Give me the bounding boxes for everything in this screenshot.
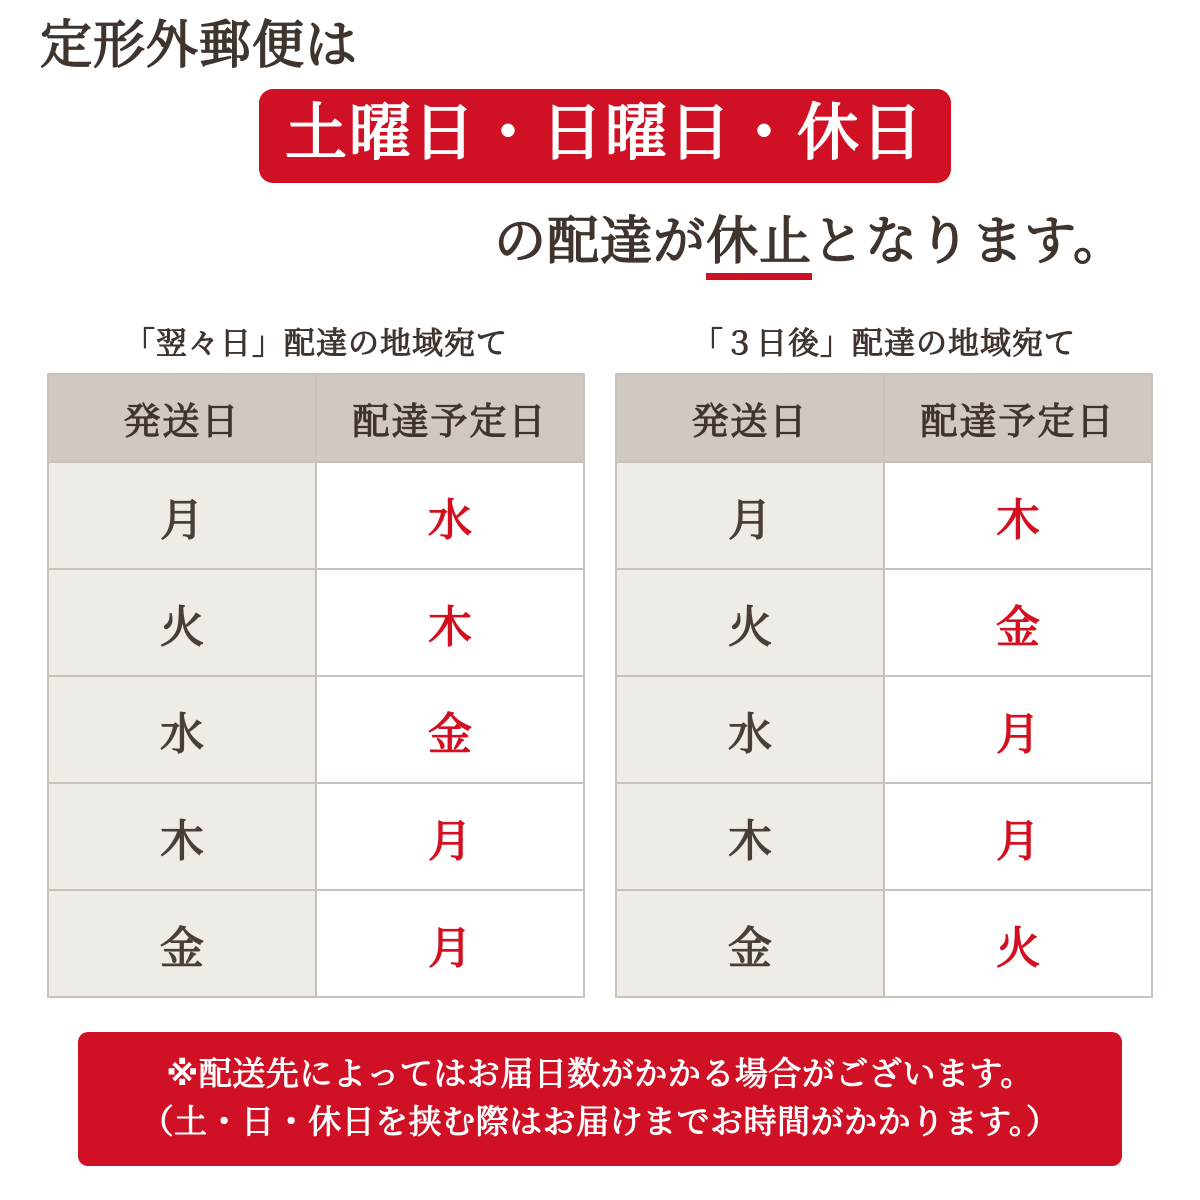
schedule-table-block-1	[47, 318, 585, 998]
cell-send-day: 火	[48, 569, 316, 676]
footer-note-line-2: （土・日・休日を挟む際はお届けまでお時間がかかります。）	[140, 1102, 1060, 1140]
cell-delivery-day: 木	[884, 462, 1152, 569]
cell-delivery-day: 木	[316, 569, 584, 676]
column-header-send-date: 発送日	[48, 374, 316, 462]
footer-note-line-1: ※配送先によってはお届日数がかかる場合がございます。	[166, 1055, 1034, 1092]
table-row	[48, 676, 584, 783]
cell-send-day: 水	[48, 676, 316, 783]
table-header-row	[48, 374, 584, 462]
cell-send-day: 月	[48, 462, 316, 569]
schedule-table-2	[615, 373, 1153, 998]
table-row	[616, 890, 1152, 997]
column-header-send-date: 発送日	[616, 374, 884, 462]
table-row	[616, 462, 1152, 569]
column-header-delivery-date: 配達予定日	[884, 374, 1152, 462]
schedule-table-block-2	[615, 318, 1153, 998]
headline-line-1: 定形外郵便は	[40, 17, 359, 75]
headline-line-3-emphasis: 休止	[706, 213, 812, 280]
cell-send-day: 金	[616, 890, 884, 997]
table-row	[48, 462, 584, 569]
cell-send-day: 月	[616, 462, 884, 569]
table-row	[616, 676, 1152, 783]
table-row	[48, 783, 584, 890]
headline-badge-wrap	[40, 89, 1160, 183]
schedule-tables	[0, 318, 1200, 998]
table-row	[48, 890, 584, 997]
column-header-delivery-date: 配達予定日	[316, 374, 584, 462]
table-row	[48, 569, 584, 676]
cell-send-day: 水	[616, 676, 884, 783]
cell-delivery-day: 水	[316, 462, 584, 569]
table-row	[616, 569, 1152, 676]
cell-send-day: 火	[616, 569, 884, 676]
table-caption-2: 「３日後」配達の地域宛て	[692, 326, 1076, 361]
headline	[0, 0, 1200, 274]
headline-line-3	[40, 199, 1160, 274]
cell-delivery-day: 金	[316, 676, 584, 783]
footer-note	[78, 1032, 1122, 1166]
table-row	[616, 783, 1152, 890]
headline-line-3-post: となります。	[812, 213, 1126, 272]
cell-delivery-day: 金	[884, 569, 1152, 676]
table-caption-1: 「翌々日」配達の地域宛て	[124, 326, 508, 361]
cell-delivery-day: 月	[316, 783, 584, 890]
cell-send-day: 木	[616, 783, 884, 890]
cell-send-day: 金	[48, 890, 316, 997]
headline-badge: 土曜日・日曜日・休日	[259, 89, 951, 183]
cell-delivery-day: 火	[884, 890, 1152, 997]
table-header-row	[616, 374, 1152, 462]
cell-delivery-day: 月	[884, 783, 1152, 890]
headline-line-3-pre: の配達が	[494, 213, 707, 272]
cell-delivery-day: 月	[884, 676, 1152, 783]
cell-send-day: 木	[48, 783, 316, 890]
schedule-table-1	[47, 373, 585, 998]
cell-delivery-day: 月	[316, 890, 584, 997]
